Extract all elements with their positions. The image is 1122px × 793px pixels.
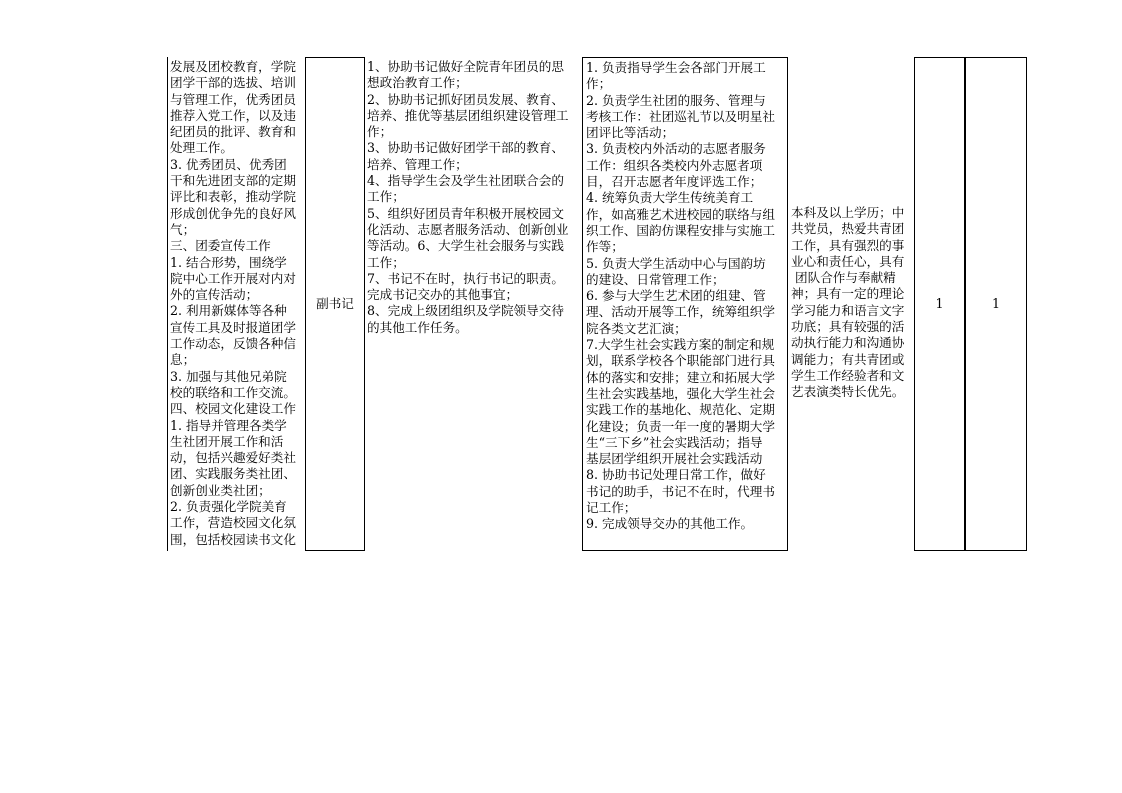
count-cell-2 bbox=[965, 57, 1027, 551]
requirements-cell: 本科及以上学历；中 共党员，热爱共青团 工作，具有强烈的事 业心和责任心，具有 团队合作与奉献精 神；具有一定的理论 学习能力和语言文字 功底；具有较强的活 动执行能力和沟通协 调能力；有共青团或 学生工作经验者和文 艺表演类特长优先。 bbox=[791, 205, 905, 400]
duties-continued-cell: 发展及团校教育，学院 团学干部的选拔、培训 与管理工作，优秀团员 推荐入党工作，以及违 纪团员的批评、教育和 处理工作。 3. 优秀团员、优秀团 干和先进团支部的定期 评比和表彰，推动学院 形成创优争先的良好风 气； 三、团委宣传工作 1. 结合形势，围绕学 院中心工作开展对内对 外的宣传活动； 2. 利用新媒体等各种 宣传工具及时报道团学 工作动态，反馈各种信 息； 3. 加强与其他兄弟院 校的联络和工作交流。 四、校园文化建设工作 1. 指导并管理各类学 生社团开展工作和活 动，包括兴趣爱好类社 团、实践服务类社团、 创新创业类社团； 2. 负责强化学院美育 工作，营造校园文化氛 围，包括校园读书文化 bbox=[167, 57, 305, 551]
count-value-1: 1 bbox=[935, 295, 944, 311]
position-title: 副书记 bbox=[316, 295, 354, 311]
work-tasks-cell: 1. 负责指导学生会各部门开展工 作； 2. 负责学生社团的服务、管理与 考核工作：社团巡礼节以及明星社 团评比等活动； 3. 负责校内外活动的志愿者服务 工作：组织各类校内外志愿者项 目，召开志愿者年度评选工作； 4. 统筹负责大学生传统美育工 作，如高雅艺术进校园的联络与组 织工作、国韵仿课程安排与实施工 作等； 5. 负责大学生活动中心与国韵坊 的建设、日常管理工作； 6. 参与大学生艺术团的组建、管 理、活动开展等工作，统筹组织学 院各类文艺汇演； 7.大学生社会实践方案的制定和规 划，联系学校各个职能部门进行具 体的落实和安排；建立和拓展大学 生社会实践基地，强化大学生社会 实践工作的基地化、规范化、定期 化建设；负责一年一度的暑期大学 生“三下乡”社会实践活动；指导 基层团学组织开展社会实践活动 8. 协助书记处理日常工作，做好 书记的助手，书记不在时，代理书 记工作； 9. 完成领导交办的其他工作。 bbox=[582, 57, 788, 551]
responsibilities-cell: 1、协助书记做好全院青年团员的思 想政治教育工作； 2、协助书记抓好团员发展、教育、 培养、推优等基层团组织建设管理工 作； 3、协助书记做好团学干部的教育、 培养、管理工作； 4、指导学生会及学生社团联合会的 工作； 5、组织好团员青年积极开展校园文 化活动、志愿者服务活动、创新创业 等活动。6、大学生社会服务与实践 工作； 7、书记不在时，执行书记的职责。 完成书记交办的其他事宜； 8、完成上级团组织及学院领导交待 的其他工作任务。 bbox=[367, 59, 569, 335]
position-title-cell bbox=[305, 57, 365, 551]
count-cell-1 bbox=[914, 57, 965, 551]
count-value-2: 1 bbox=[991, 295, 1000, 311]
